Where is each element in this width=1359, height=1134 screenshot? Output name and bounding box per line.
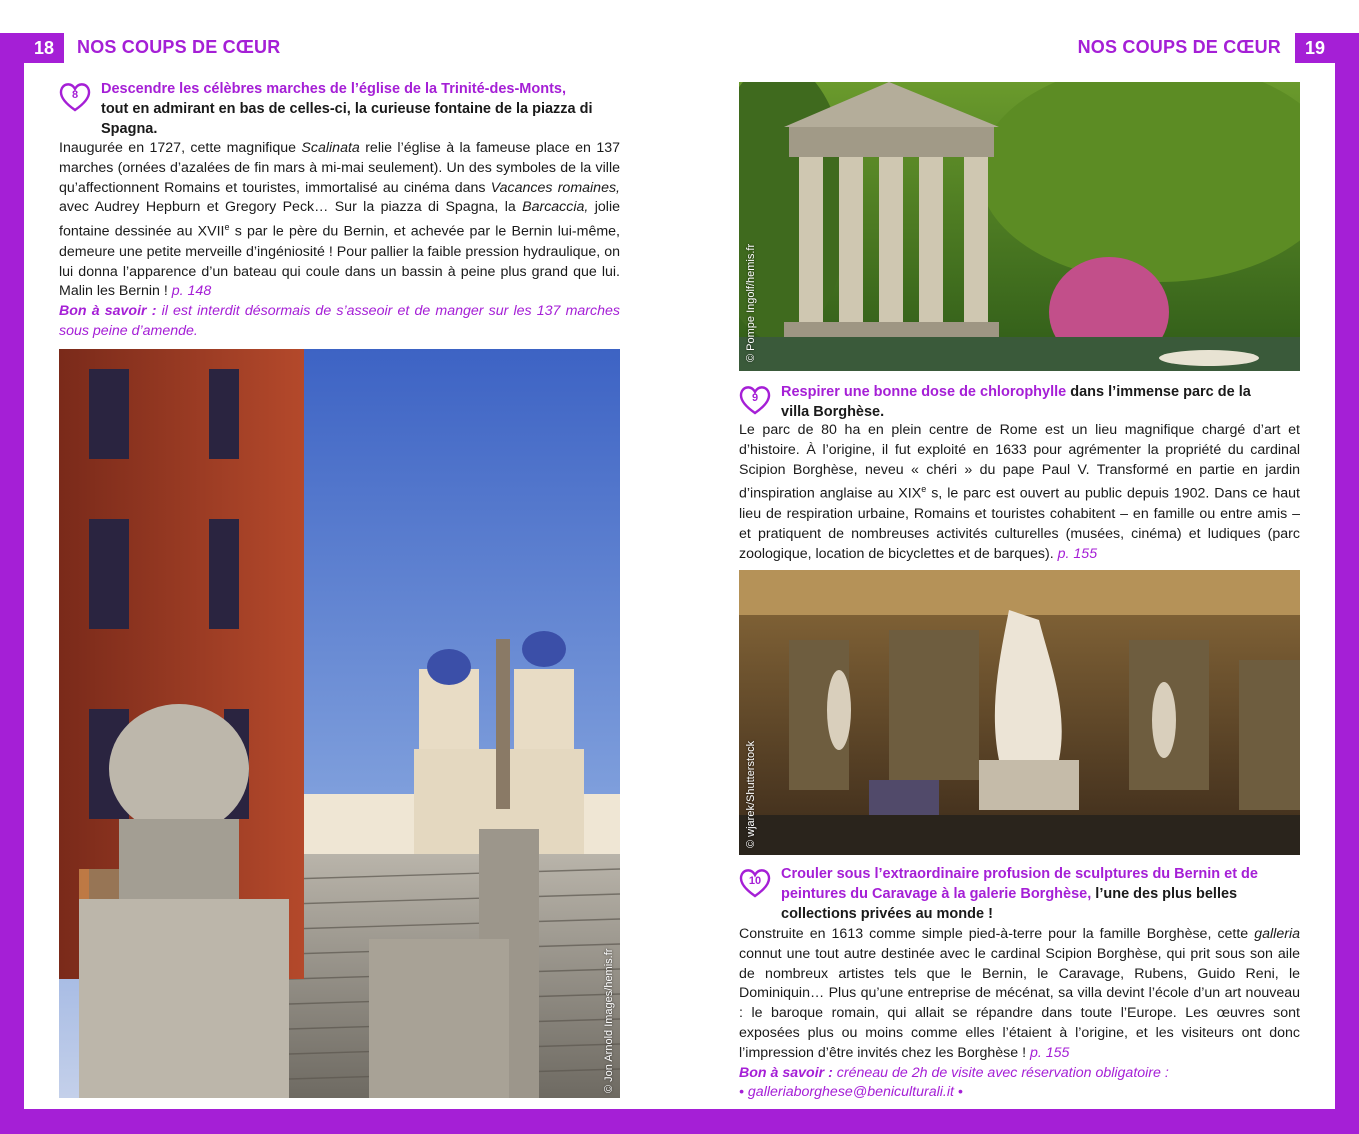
heading-highlight: Respirer une bonne dose de chlorophylle [781, 384, 1067, 400]
entry-heading [101, 79, 619, 139]
heading-rest: l’une des plus belles collections privées au monde ! [781, 886, 1238, 922]
body-text-segment: s, le parc est ouvert au public depuis 1902. Dans ce haut lieu de respiration urbaine, Romains et touristes cohabitent – en famille ou entre amis – et pratiquent de nombreuses activités culturelles (musées, cinéma) et ludiques (parc zoologique, location de bicyclettes et de barques). [739, 486, 1300, 562]
gallery-photo [739, 570, 1300, 855]
body-text-segment: Construite en 1613 comme simple pied-à-terre pour la famille Borghèse, cette [739, 926, 1255, 942]
heading-highlight: Descendre les célèbres marches de l’église de la Trinité-des-Monts, [101, 81, 566, 97]
right-running-title: NOS COUPS DE CŒUR [1077, 37, 1281, 57]
body-text-segment: connut une tout autre destinée avec le cardinal Scipion Borghèse, qui prit sous son aile de nombreux artistes tels que le Bernin, le Caravage, Rubens, Guido Reni, le Dominiquin… Plus qu’une entreprise de mécénat, sa villa devint l’école d’un art nouveau : le baroque romain, qui allait se répandre dans toute l’Europe. Les œuvres sont exposées plus ou moins comme elles l’étaient à l’origine, et les visiteurs ont donc l’impression d’être invités chez les Borghèse ! [739, 945, 1300, 1061]
superscript: e [921, 484, 927, 495]
body-italic-segment: galleria [1254, 926, 1300, 942]
entry-number: 9 [751, 392, 759, 404]
bottom-frame-bar [0, 1109, 1359, 1134]
photo-credit: © Jon Arnold Images/hemis.fr [603, 948, 615, 1093]
body-italic-segment: Barcaccia, [522, 199, 589, 216]
photo-credit: © Pompe Ingolf/hemis.fr [745, 243, 757, 362]
heart-number-icon [738, 385, 772, 415]
entry-heading [781, 382, 1281, 422]
page-reference-link[interactable]: p. 148 [171, 283, 212, 300]
body-text-segment: Inaugurée en 1727, cette magnifique [59, 140, 302, 156]
page-reference-link[interactable]: p. 155 [1029, 1044, 1070, 1061]
email-link[interactable]: • galleriaborghese@beniculturali.it • [739, 1084, 963, 1101]
body-italic-segment: Scalinata [301, 140, 360, 156]
body-text-segment: avec Audrey Hepburn et Gregory Peck… Sur la piazza di Spagna, la [59, 199, 523, 216]
right-page-number: 19 [1295, 33, 1335, 63]
tip [59, 303, 620, 339]
heart-number-icon [58, 82, 92, 112]
entry-body [739, 925, 1300, 1103]
left-running-title: NOS COUPS DE CŒUR [77, 37, 281, 57]
body-text-segment: relie l’église à la fameuse place en 137 marches (ornées d’azalées de fin mars à mi-mai seulement). Un des symboles de la ville qu’affectionnent Romains et touristes, immortalisé au cinéma dans [59, 140, 620, 196]
left-page-number: 18 [24, 33, 64, 63]
entry-number: 8 [71, 89, 79, 101]
entry-body [59, 139, 620, 342]
entry-heading [781, 864, 1286, 924]
body-text-segment: s par le père du Bernin, et achevée par le Bernin lui-même, demeure une petite merveille d’ingéniosité ! Pour pallier la faible pression hydraulique, on lui donna l’apparence d’un bateau qui coule dans un bassin à peine plus grand que lui. Malin les Bernin ! [59, 223, 620, 300]
body-italic-segment: Vacances romaines, [490, 179, 620, 196]
left-frame-bar [0, 33, 24, 1134]
heart-number-icon [738, 868, 772, 898]
body-text-segment: Le parc de 80 ha en plein centre de Rome est un lieu magnifique chargé d’art et d’histoire. À l’origine, il fut exploité en 1633 pour agrémenter la propriété du cardinal Scipion Borghèse, neveu « chéri » du pape Paul V. Transformé en partie en jardin d’inspiration anglaise au XIX [739, 422, 1300, 503]
heading-rest: tout en admirant en bas de celles-ci, la curieuse fontaine de la piazza di Spagna. [101, 101, 593, 137]
temple-photo [739, 82, 1300, 371]
tip [739, 1065, 1169, 1101]
spanish-steps-photo [59, 349, 620, 1098]
heading-highlight: Crouler sous l’extraordinaire profusion de sculptures du Bernin et de peintures du Caravage à la galerie Borghèse, [781, 866, 1258, 902]
tip-text: il est interdit désormais de s’asseoir et de manger sur les 137 marches sous peine d’amende. [59, 303, 620, 339]
right-frame-bar [1335, 33, 1359, 1134]
page-reference-link[interactable]: p. 155 [1057, 545, 1098, 562]
entry-number: 10 [748, 875, 762, 887]
tip-label: Bon à savoir : [739, 1064, 833, 1081]
tip-label: Bon à savoir : [59, 303, 157, 320]
superscript: e [224, 222, 230, 233]
heading-rest: dans l’immense parc de la villa Borghèse. [781, 384, 1251, 420]
body-text-segment: jolie fontaine dessinée au XVII [59, 199, 620, 240]
entry-body [739, 421, 1300, 564]
tip-text: créneau de 2h de visite avec réservation obligatoire : [836, 1064, 1169, 1081]
photo-credit: © wjarek/Shutterstock [745, 740, 757, 848]
